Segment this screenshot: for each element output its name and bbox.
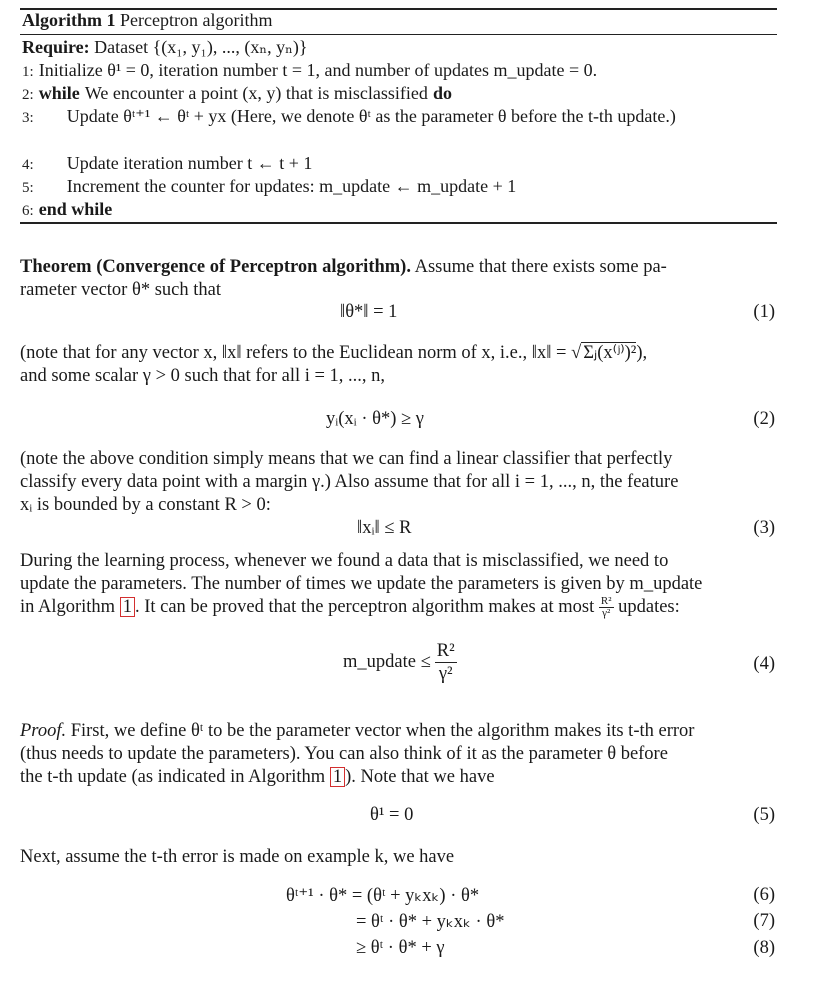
theorem-intro (20, 256, 777, 302)
equation-8: ≥ θᵗ · θ* + γ (356, 938, 445, 958)
line-number: 3: (22, 110, 34, 126)
equation-6: θᵗ⁺¹ · θ* = (θᵗ + yₖxₖ) · θ* (286, 886, 480, 906)
line-text: Update iteration number t ← t + 1 (66, 153, 313, 173)
equation-7: = θᵗ · θ* + yₖxₖ · θ* (356, 912, 505, 932)
rule-caption (20, 34, 777, 35)
margin-note (20, 448, 777, 517)
line-text: Update θᵗ⁺¹ ← θᵗ + yx (Here, we denote θᵗ as the parameter θ before the t-th update.) (66, 106, 676, 126)
learning-line-3-c: updates: (618, 597, 680, 617)
norm-note (20, 342, 777, 388)
line-text: We encounter a point (x, y) that is misclassified (84, 83, 428, 103)
equation-3: ‖xᵢ‖ ≤ R (357, 518, 412, 538)
equation-6-number: (6) (753, 885, 775, 905)
equation-4-number: (4) (753, 654, 775, 674)
learning-line-1: During the learning process, whenever we found a data that is misclassified, we need to (20, 551, 669, 571)
proof-line-3-b: ). Note that we have (345, 767, 495, 787)
equation-5-number: (5) (753, 805, 775, 825)
line-number: 5: (22, 180, 34, 196)
require-text: Dataset {(x₁, y₁), ..., (xₙ, yₙ)} (94, 37, 308, 57)
equation-2: yᵢ(xᵢ · θ*) ≥ γ (326, 409, 424, 429)
theorem-intro-text-1: Assume that there exists some pa- (414, 257, 667, 277)
line-number: 6: (22, 203, 34, 219)
algorithm-line-4 (22, 153, 312, 174)
margin-note-line-2: classify every data point with a margin γ.) Also assume that for all i = 1, ..., n, the feature (20, 472, 679, 492)
proof-line-1: First, we define θᵗ to be the parameter vector when the algorithm makes its t-th error (70, 721, 695, 741)
equation-3-number: (3) (753, 518, 775, 538)
margin-note-line-1: (note the above condition simply means that we can find a linear classifier that perfectly (20, 449, 673, 469)
algorithm-line-6 (22, 199, 112, 220)
next-step-text: Next, assume the t-th error is made on example k, we have (20, 847, 455, 867)
algorithm-caption-label: Algorithm 1 (22, 10, 116, 30)
proof-paragraph (20, 720, 777, 789)
norm-note-line-1: (note that for any vector x, ‖x‖ refers to the Euclidean norm of x, i.e., ‖x‖ = (20, 343, 567, 363)
learning-line-3-a: in Algorithm (20, 597, 116, 617)
algorithm-reference-link[interactable]: 1 (120, 597, 135, 617)
keyword-while: while (38, 83, 80, 103)
sqrt-expression: √ Σⱼ(x⁽ʲ⁾)² (571, 343, 637, 363)
equation-4-lhs: m_update ≤ (343, 652, 431, 672)
keyword-end-while: end while (38, 199, 113, 219)
sqrt-radicand: Σⱼ(x⁽ʲ⁾)² (583, 343, 637, 363)
equation-4-fraction (435, 640, 457, 685)
proof-line-2: (thus needs to update the parameters). You can also think of it as the parameter θ before (20, 744, 668, 764)
equation-4-denominator: γ² (438, 664, 453, 684)
equation-4 (343, 640, 457, 685)
algorithm-caption-title: Perceptron algorithm (120, 10, 273, 30)
margin-note-line-3: xᵢ is bounded by a constant R > 0: (20, 495, 271, 515)
line-number: 1: (22, 64, 34, 80)
proof-line-3-a: the t-th update (as indicated in Algorithm (20, 767, 326, 787)
bound-fraction-inline (599, 596, 614, 619)
norm-note-line-2: and some scalar γ > 0 such that for all i = 1, ..., n, (20, 366, 386, 386)
equation-8-number: (8) (753, 938, 775, 958)
algorithm-reference-link[interactable]: 1 (330, 767, 345, 787)
norm-note-end: ), (636, 343, 648, 363)
equation-5: θ¹ = 0 (370, 805, 414, 825)
require-label: Require: (22, 37, 90, 57)
keyword-do: do (432, 83, 452, 103)
equation-1-number: (1) (753, 302, 775, 322)
equation-7-number: (7) (753, 911, 775, 931)
algorithm-line-5 (22, 176, 516, 197)
fraction-numerator: R² (600, 595, 612, 608)
equation-2-number: (2) (753, 409, 775, 429)
algorithm-line-3 (22, 106, 676, 127)
theorem-heading: Theorem (Convergence of Perceptron algorithm). (20, 257, 411, 277)
algorithm-line-1 (22, 60, 597, 81)
algorithm-caption (22, 10, 272, 31)
learning-paragraph (20, 550, 777, 619)
rule-bottom (20, 222, 777, 224)
equation-4-numerator: R² (436, 641, 455, 661)
learning-line-3-b: . It can be proved that the perceptron algorithm makes at most (134, 597, 595, 617)
algorithm-require (22, 37, 308, 58)
theorem-intro-text-2: rameter vector θ* such that (20, 280, 221, 300)
fraction-denominator: γ² (602, 607, 611, 620)
proof-label: Proof. (20, 721, 67, 741)
equation-1: ‖θ*‖ = 1 (340, 302, 398, 322)
learning-line-2: update the parameters. The number of times we update the parameters is given by m_update (20, 574, 703, 594)
line-text: Initialize θ¹ = 0, iteration number t = 1, and number of updates m_update = 0. (38, 60, 598, 80)
algorithm-line-2 (22, 83, 452, 104)
line-number: 2: (22, 87, 34, 103)
line-text: Increment the counter for updates: m_update ← m_update + 1 (66, 176, 517, 196)
line-number: 4: (22, 157, 34, 173)
